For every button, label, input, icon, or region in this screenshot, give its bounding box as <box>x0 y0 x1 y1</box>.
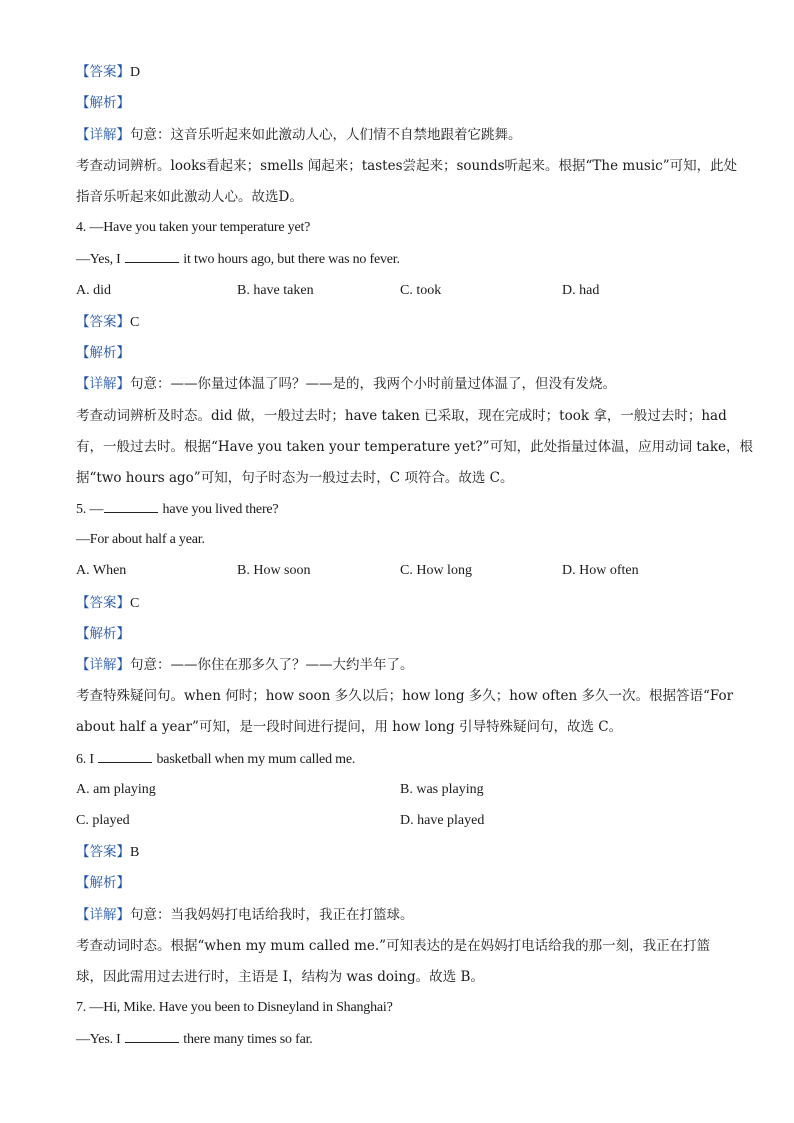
q5-stem-line1 <box>76 500 278 519</box>
q6-detail <box>76 906 414 924</box>
answer-label: 【答案】 <box>76 314 130 330</box>
q5-option-d: D. How often <box>562 563 639 578</box>
stem-part: have you lived there? <box>162 502 279 517</box>
q6-option-a: A. am playing <box>76 782 156 797</box>
detail-label: 【详解】 <box>76 907 130 923</box>
q3-explain-line1: 考查动词辨析。looks看起来；smells 闻起来；tastes尝起来；sounds听起来。根据“The music”可知，此处 <box>76 158 738 174</box>
answer-blank <box>125 250 179 263</box>
q6-explain-line1: 考查动词时态。根据“when my mum called me.”可知表达的是在妈妈打电话给我的那一刻，我正在打篮 <box>76 938 711 954</box>
q4-option-b: B. have taken <box>237 283 314 298</box>
stem-part: there many times so far. <box>183 1032 313 1047</box>
q5-option-c: C. How long <box>400 563 472 578</box>
q4-option-a: A. did <box>76 283 111 298</box>
answer-value: D <box>130 65 140 80</box>
q5-answer <box>76 594 139 613</box>
detail-text: 句意：——你量过体温了吗？——是的，我两个小时前量过体温了，但没有发烧。 <box>130 376 616 392</box>
answer-blank <box>104 500 158 513</box>
detail-text: 句意：这音乐听起来如此激动人心，人们情不自禁地跟着它跳舞。 <box>130 127 522 143</box>
q3-analysis-label: 【解析】 <box>76 95 130 111</box>
q6-option-d: D. have played <box>400 813 485 828</box>
q4-stem-line2 <box>76 250 400 269</box>
q5-explain-line1: 考查特殊疑问句。when 何时；how soon 多久以后；how long 多久；how often 多久一次。根据答语“For <box>76 688 734 704</box>
q4-stem-line1: 4. —Have you taken your temperature yet? <box>76 220 311 235</box>
q7-stem-line1: 7. —Hi, Mike. Have you been to Disneyland in Shanghai? <box>76 1000 393 1015</box>
detail-label: 【详解】 <box>76 127 130 143</box>
detail-text: 句意：——你住在那多久了？——大约半年了。 <box>130 657 414 673</box>
stem-part: basketball when my mum called me. <box>156 752 356 767</box>
q4-analysis-label: 【解析】 <box>76 345 130 361</box>
q3-explain-line2: 指音乐听起来如此激动人心。故选D。 <box>76 189 303 205</box>
q5-explain-line2: about half a year”可知，是一段时间进行提问，用 how long 引导特殊疑问句，故选 C。 <box>76 719 623 735</box>
answer-label: 【答案】 <box>76 64 130 80</box>
stem-part: —Yes. I <box>76 1032 121 1047</box>
stem-part: —Yes, I <box>76 252 121 267</box>
q6-analysis-label: 【解析】 <box>76 875 130 891</box>
q6-answer <box>76 843 139 862</box>
q4-explain-line2: 有，一般过去时。根据“Have you taken your temperature yet?”可知，此处指量过体温，应用动词 take，根 <box>76 439 754 455</box>
answer-value: C <box>130 315 140 330</box>
q5-option-a: A. When <box>76 563 127 578</box>
q5-stem-line2: —For about half a year. <box>76 532 205 547</box>
answer-label: 【答案】 <box>76 595 130 611</box>
q6-option-b: B. was playing <box>400 782 484 797</box>
q6-explain-line2: 球，因此需用过去进行时，主语是 I，结构为 was doing。故选 B。 <box>76 969 484 985</box>
stem-part: 6. I <box>76 752 94 767</box>
detail-text: 句意：当我妈妈打电话给我时，我正在打篮球。 <box>130 907 414 923</box>
stem-part: 5. — <box>76 502 104 517</box>
q3-answer <box>76 63 140 82</box>
q4-explain-line1: 考查动词辨析及时态。did 做，一般过去时；have taken 已采取，现在完成时；took 拿，一般过去时；had <box>76 408 727 424</box>
q4-option-d: D. had <box>562 283 600 298</box>
q7-stem-line2 <box>76 1030 313 1049</box>
answer-label: 【答案】 <box>76 844 130 860</box>
q3-detail <box>76 126 522 144</box>
detail-label: 【详解】 <box>76 657 130 673</box>
stem-part: it two hours ago, but there was no fever. <box>183 252 400 267</box>
detail-label: 【详解】 <box>76 376 130 392</box>
answer-value: B <box>130 845 140 860</box>
q5-analysis-label: 【解析】 <box>76 626 130 642</box>
q4-option-c: C. took <box>400 283 442 298</box>
q5-detail <box>76 656 414 674</box>
q6-stem <box>76 750 355 769</box>
q6-option-c: C. played <box>76 813 130 828</box>
answer-blank <box>98 750 152 763</box>
q4-detail <box>76 375 616 393</box>
answer-value: C <box>130 596 140 611</box>
q4-answer <box>76 313 139 332</box>
q5-option-b: B. How soon <box>237 563 311 578</box>
answer-blank <box>125 1030 179 1043</box>
q4-explain-line3: 据“two hours ago”可知，句子时态为一般过去时，C 项符合。故选 C。 <box>76 470 514 486</box>
